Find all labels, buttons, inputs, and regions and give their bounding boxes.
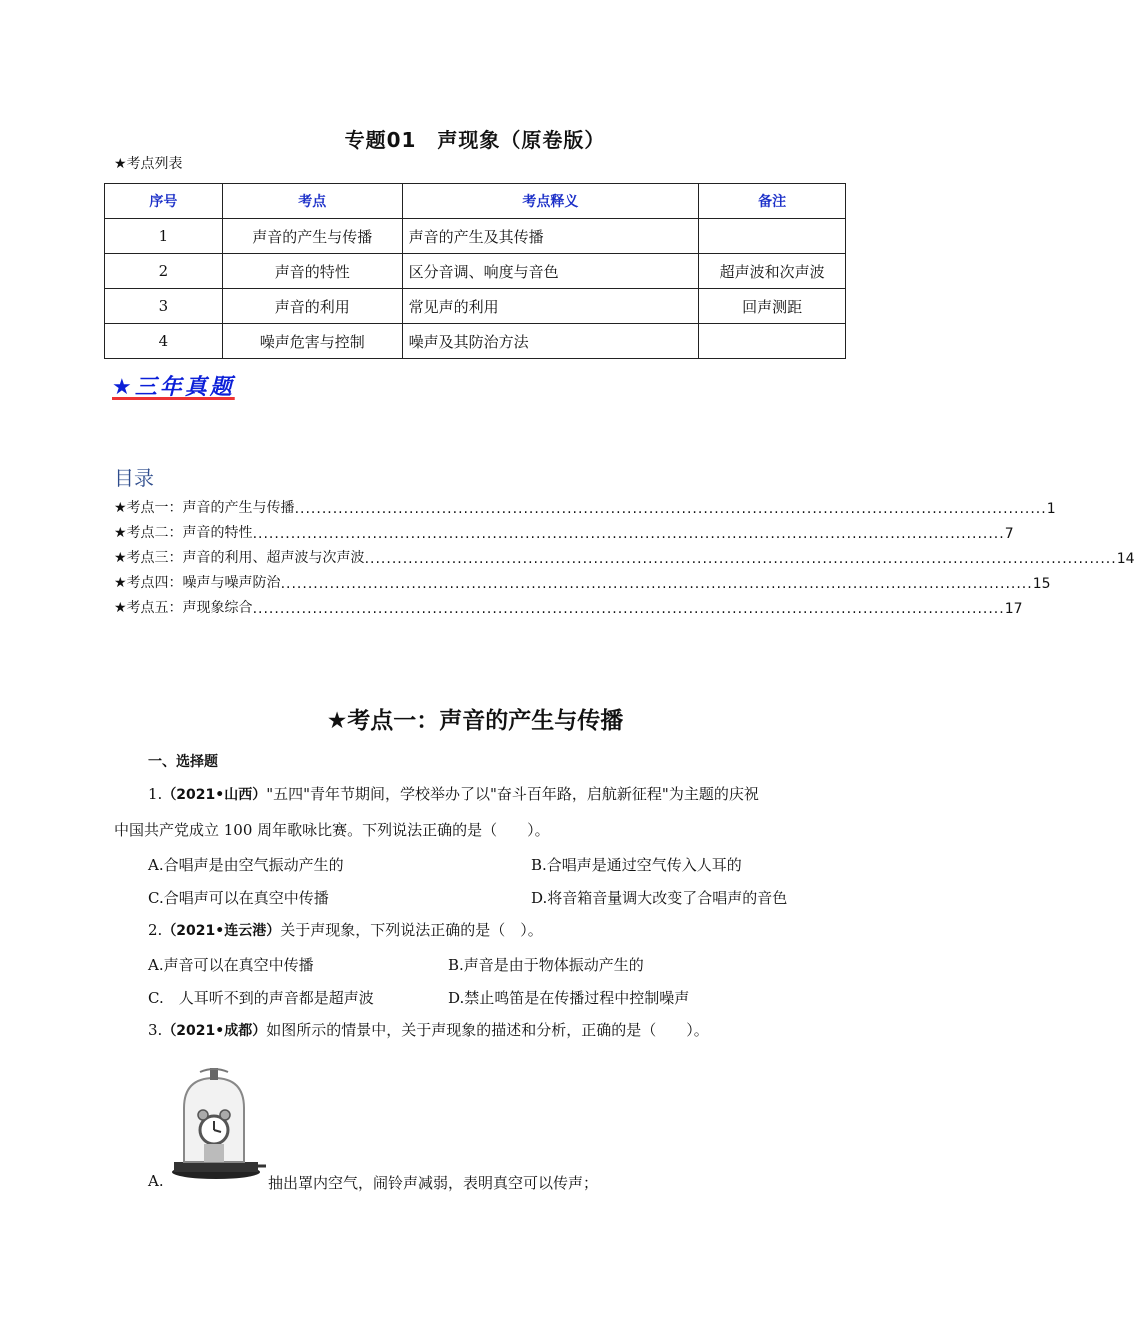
toc-item[interactable]: [114, 492, 1056, 517]
question-type-heading: 一、选择题: [148, 754, 218, 770]
toc-leader-dots: ..........................................................................................................................................: [294, 501, 1047, 517]
toc-item-page: 17: [1004, 601, 1023, 617]
bell-jar-alarm-clock-image: [170, 1068, 266, 1180]
table-cell: 常见声的利用: [402, 289, 699, 324]
question-text: 关于声现象，下列说法正确的是（ ）。: [280, 921, 543, 939]
three-year-exams-banner: ★三年真题: [112, 375, 235, 400]
question-2-option-b: B.声音是由于物体振动产生的: [448, 956, 644, 974]
question-source: （2021•成都）: [162, 1023, 267, 1039]
question-2-option-c: C. 人耳听不到的声音都是超声波: [148, 989, 374, 1007]
toc-item-page: 15: [1032, 576, 1051, 592]
table-cell: 声音的产生与传播: [222, 219, 402, 254]
table-row: [105, 289, 846, 324]
toc-item-label: ★考点五：声现象综合: [114, 600, 253, 616]
table-header-cell: 考点释义: [402, 184, 699, 219]
toc-item-label: ★考点二：声音的特性: [114, 525, 253, 541]
table-cell: 4: [105, 324, 223, 359]
table-cell: 噪声及其防治方法: [402, 324, 699, 359]
toc-item-label: ★考点三：声音的利用、超声波与次声波: [114, 550, 365, 566]
question-text: 如图所示的情景中，关于声现象的描述和分析，正确的是（ ）。: [266, 1021, 709, 1039]
toc-item-page: 1: [1046, 501, 1056, 517]
question-2-option-d: D.禁止鸣笛是在传播过程中控制噪声: [448, 989, 690, 1007]
toc-item[interactable]: [114, 517, 1014, 542]
table-cell: 区分音调、响度与音色: [402, 254, 699, 289]
table-cell: 3: [105, 289, 223, 324]
question-text: "五四"青年节期间，学校举办了以"奋斗百年路，启航新征程"为主题的庆祝: [266, 785, 759, 803]
question-number: 2.: [148, 921, 163, 939]
table-header-cell: 考点: [222, 184, 402, 219]
table-cell: 声音的特性: [222, 254, 402, 289]
table-cell: 超声波和次声波: [699, 254, 846, 289]
table-cell: 1: [105, 219, 223, 254]
question-3-option-a-prefix: A.: [148, 1172, 164, 1190]
table-header-cell: 备注: [699, 184, 846, 219]
question-1-stem: [148, 784, 848, 805]
question-2-stem: [148, 920, 848, 941]
table-cell: [699, 324, 846, 359]
question-1-option-b: B.合唱声是通过空气传入人耳的: [531, 856, 742, 874]
question-1-stem-cont: 中国共产党成立 100 周年歌咏比赛。下列说法正确的是（ ）。: [114, 821, 550, 839]
question-1-option-d: D.将音箱音量调大改变了合唱声的音色: [531, 889, 788, 907]
question-1-option-a: A.合唱声是由空气振动产生的: [148, 856, 344, 874]
toc-item-label: ★考点一：声音的产生与传播: [114, 500, 295, 516]
toc-item[interactable]: [114, 542, 1135, 567]
table-row: [105, 324, 846, 359]
question-1-option-c: C.合唱声可以在真空中传播: [148, 889, 329, 907]
question-number: 3.: [148, 1021, 163, 1039]
question-3-stem: [148, 1020, 848, 1041]
question-3-option-a-text: 抽出罩内空气，闹铃声减弱，表明真空可以传声；: [268, 1174, 599, 1192]
page-title: 专题01 声现象（原卷版）: [344, 128, 606, 152]
toc-leader-dots: ..........................................................................................................................................: [280, 576, 1033, 592]
table-cell: 声音的产生及其传播: [402, 219, 699, 254]
question-2-option-a: A.声音可以在真空中传播: [148, 956, 314, 974]
toc-item-page: 14: [1116, 551, 1135, 567]
toc-item-page: 7: [1004, 526, 1014, 542]
table-header-cell: 序号: [105, 184, 223, 219]
section-title: ★考点一：声音的产生与传播: [326, 708, 624, 734]
toc-item-label: ★考点四：噪声与噪声防治: [114, 575, 281, 591]
toc-item[interactable]: [114, 592, 1023, 617]
toc-heading: 目录: [114, 466, 154, 490]
toc-leader-dots: ..........................................................................................................................................: [364, 551, 1117, 567]
topic-table: [104, 183, 846, 359]
table-cell: [699, 219, 846, 254]
table-cell: 噪声危害与控制: [222, 324, 402, 359]
table-cell: 声音的利用: [222, 289, 402, 324]
toc-item[interactable]: [114, 567, 1051, 592]
question-source: （2021•山西）: [162, 787, 267, 803]
table-cell: 2: [105, 254, 223, 289]
toc-leader-dots: ..........................................................................................................................................: [252, 601, 1005, 617]
question-number: 1.: [148, 785, 163, 803]
toc-leader-dots: ..........................................................................................................................................: [252, 526, 1005, 542]
table-of-contents: [114, 492, 1135, 617]
table-header-row: [105, 184, 846, 219]
question-source: （2021•连云港）: [162, 923, 281, 939]
table-row: [105, 219, 846, 254]
topic-list-label: ★考点列表: [114, 156, 183, 172]
table-row: [105, 254, 846, 289]
table-cell: 回声测距: [699, 289, 846, 324]
